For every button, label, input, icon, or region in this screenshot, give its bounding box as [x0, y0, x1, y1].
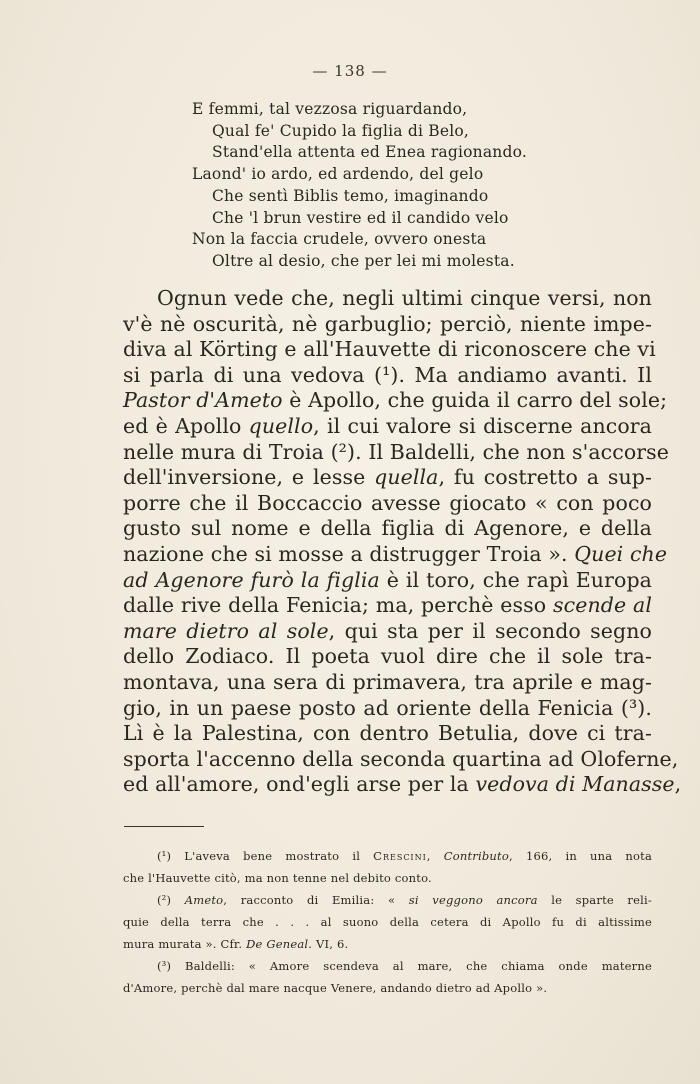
body-paragraph [123, 286, 682, 798]
note-text-span: (¹) L'aveva bene mostrato il [157, 849, 374, 863]
body-line [123, 568, 652, 594]
footnote-line [123, 933, 652, 955]
body-text-span: dalle rive della Fenicia; ma, perchè esso [123, 593, 554, 618]
italic-quote: scende al [553, 593, 652, 618]
note-text-span: VI, 6. [312, 937, 349, 951]
footnote-line [123, 889, 652, 911]
verse-line: Qual fe' Cupido la figlia di Belo, [212, 121, 470, 140]
note-text-span: , 166, in una nota [508, 849, 652, 863]
verse-line: Non la faccia crudele, ovvero onesta [192, 230, 487, 249]
body-text-span: , il cui valore si discerne ancora [313, 413, 652, 438]
footnote-rule [124, 826, 204, 827]
verse-line: E femmi, tal vezzosa riguardando, [192, 100, 468, 118]
italic-quote: vedova di Manasse [475, 772, 675, 797]
body-line: diva al Körting e all'Hauvette di riconoscere che vi [123, 337, 656, 362]
body-text-span: , qui sta per il secondo segno [328, 618, 652, 643]
body-line: sporta l'accenno della seconda quartina ad Oloferne, [123, 746, 679, 771]
note-text-span: , [426, 849, 444, 863]
body-line: Lì è la Palestina, con dentro Betulia, dove ci tra- [123, 721, 652, 746]
body-line [123, 593, 652, 619]
italic-title: Ameto [184, 893, 224, 907]
body-line: si parla di una vedova (¹). Ma andiamo avanti. Il [123, 362, 652, 387]
italic-quote: ad Agenore furò la figlia [123, 567, 380, 592]
body-text-span: ed all'amore, ond'egli arse per la [123, 772, 476, 797]
body-line [123, 772, 682, 798]
body-text-span: ed è Apollo [123, 413, 249, 438]
body-line: montava, una sera di primavera, tra aprile e mag- [123, 669, 652, 694]
body-line: v'è nè oscurità, nè garbuglio; perciò, niente impe- [123, 311, 652, 336]
note-text-span: , racconto di Emilia: « [223, 893, 409, 907]
italic-title: De Geneal. [246, 937, 313, 951]
italic-quote: Quei che [574, 541, 668, 566]
footnote-line: quie della terra che . . . al suono della cetera di Apollo fu di altissime [123, 915, 652, 929]
note-text-span: mura murata ». Cfr. [123, 937, 247, 951]
verse-line: Laond' io ardo, ed ardendo, del gelo [192, 165, 484, 184]
footnote-line: (³) Baldelli: « Amore scendeva al mare, che chiama onde materne [157, 959, 652, 973]
italic-title: Contributo [443, 849, 509, 863]
body-text-span: è il toro, che rapì Europa [379, 567, 652, 592]
italic-word: quella [374, 465, 439, 490]
page-number: — 138 — [312, 62, 388, 80]
body-line [123, 414, 652, 440]
verse-block [192, 99, 612, 273]
verse-line: Stand'ella attenta ed Enea ragionando. [212, 143, 527, 162]
footnote-line: che l'Hauvette citò, ma non tenne nel debito conto. [123, 871, 432, 885]
body-line: gusto sul nome e della figlia di Agenore, e della [123, 516, 652, 541]
italic-quote: si veggono ancora [408, 893, 538, 907]
body-text-span: dell'inversione, e lesse [123, 465, 375, 490]
body-line: Ognun vede che, negli ultimi cinque versi, non [157, 286, 652, 310]
body-line: nelle mura di Troia (²). Il Baldelli, che non s'accorse [123, 439, 670, 464]
body-line [123, 541, 668, 568]
verse-line: Che sentì Biblis temo, imaginando [212, 186, 489, 205]
note-text-span: le sparte reli- [537, 893, 652, 907]
italic-quote: mare dietro al sole [123, 618, 329, 643]
italic-title: Pastor d'Ameto [123, 388, 283, 413]
footnotes [123, 845, 652, 999]
body-text-span: , [674, 772, 682, 797]
body-line [123, 619, 652, 645]
body-line: gio, in un paese posto ad oriente della Fenicia (³). [123, 695, 652, 720]
body-text-span: , fu costretto a sup- [438, 465, 652, 490]
footnote-line [123, 845, 652, 867]
body-line: porre che il Boccaccio avesse giocato « con poco [123, 490, 652, 515]
body-line [123, 388, 668, 414]
verse-line: Che 'l brun vestire ed il candido velo [212, 208, 509, 227]
note-text-span: (²) [157, 893, 185, 907]
body-text-span: nazione che si mosse a distrugger Troia ». [123, 541, 575, 566]
body-text-span: è Apollo, che guida il carro del sole; [282, 388, 668, 413]
footnote-line: d'Amore, perchè dal mare nacque Venere, andando dietro ad Apollo ». [123, 981, 548, 995]
body-line [123, 465, 652, 491]
body-line: dello Zodiaco. Il poeta vuol dire che il sole tra- [123, 644, 652, 669]
italic-word: quello [248, 413, 314, 438]
verse-line: Oltre al desio, che per lei mi molesta. [212, 251, 515, 270]
author-name: Crescini [373, 849, 427, 863]
